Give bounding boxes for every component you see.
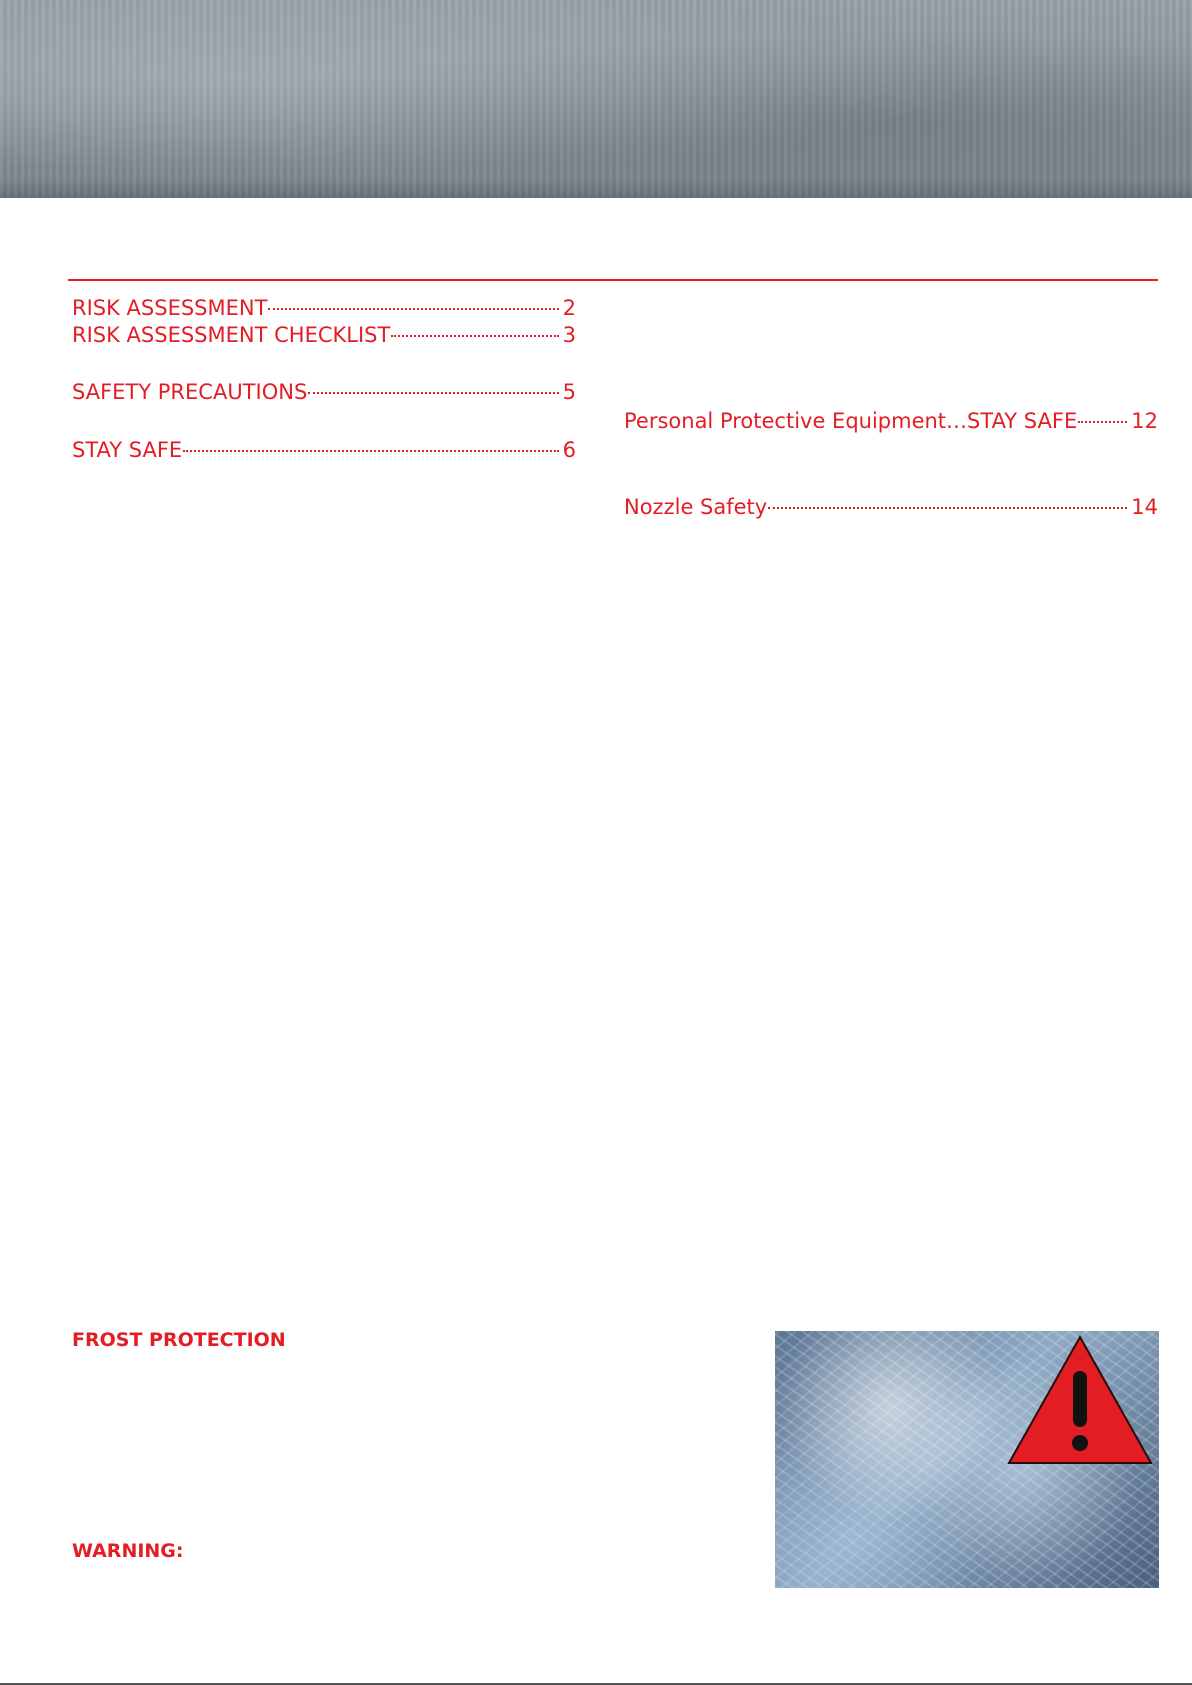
frost-protection-heading: FROST PROTECTION (72, 1329, 286, 1351)
toc-leader-dots (183, 450, 558, 452)
toc-entry-risk-assessment-checklist[interactable] (72, 321, 576, 349)
toc-entry-nozzle-safety[interactable] (624, 493, 1158, 521)
toc-leader-dots (391, 335, 558, 337)
header-concrete-banner (0, 0, 1192, 198)
toc-entry-safety-precautions[interactable] (72, 378, 576, 406)
warning-triangle-icon (1005, 1333, 1155, 1468)
toc-leader-dots (1078, 421, 1127, 423)
toc-entry-title: RISK ASSESSMENT CHECKLIST (72, 323, 391, 347)
warning-heading: WARNING: (72, 1540, 184, 1562)
toc-divider (68, 279, 1158, 281)
toc-entry-page: 5 (562, 380, 576, 404)
toc-entry-page: 6 (562, 438, 576, 462)
toc-entry-page: 14 (1131, 495, 1158, 519)
toc-leader-dots (308, 392, 558, 394)
toc-entry-title: RISK ASSESSMENT (72, 296, 268, 320)
toc-entry-page: 2 (562, 296, 576, 320)
frost-photo (775, 1331, 1159, 1588)
toc-leader-dots (768, 507, 1127, 509)
toc-entry-risk-assessment[interactable] (72, 294, 576, 322)
toc-entry-page: 3 (562, 323, 576, 347)
toc-entry-stay-safe[interactable] (72, 436, 576, 464)
toc-entry-ppe-stay-safe[interactable] (624, 407, 1158, 435)
toc-entry-title: Personal Protective Equipment…STAY SAFE (624, 409, 1078, 433)
toc-entry-title: SAFETY PRECAUTIONS (72, 380, 308, 404)
toc-leader-dots (268, 308, 558, 310)
toc-entry-title: STAY SAFE (72, 438, 183, 462)
toc-entry-title: Nozzle Safety (624, 495, 768, 519)
toc-entry-page: 12 (1131, 409, 1158, 433)
